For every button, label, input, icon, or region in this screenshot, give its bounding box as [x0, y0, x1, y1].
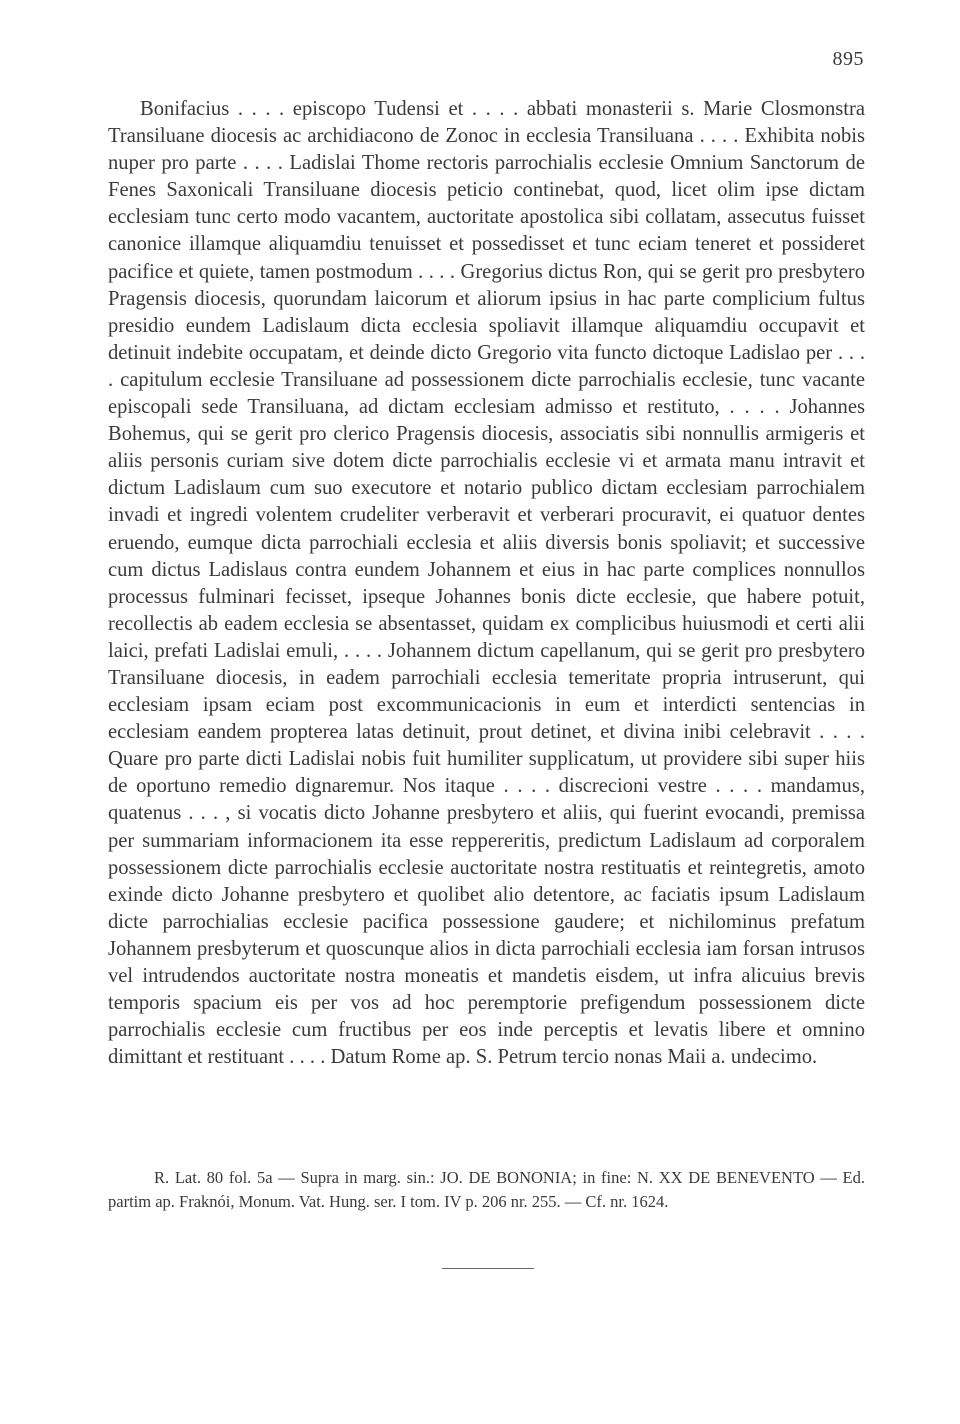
footnote-block — [108, 1166, 865, 1213]
page-number: 895 — [832, 48, 864, 70]
section-divider — [442, 1268, 534, 1269]
main-text-block — [108, 96, 865, 1071]
source-note: R. Lat. 80 fol. 5a — Supra in marg. sin.: JO. DE BONONIA; in fine: N. XX DE BENEVENTO — Ed. partim ap. Fraknói, Monum. Vat. Hung. ser. I tom. IV p. 206 nr. 255. — Cf. nr. 1624. — [108, 1168, 865, 1211]
letter-paragraph: Bonifacius . . . . episcopo Tudensi et . . . . abbati monasterii s. Marie Closmonstra Transiluane diocesis ac archidiacono de Zonoc in ecclesia Transiluana . . . . Exhibita nobis nuper pro parte . . . . Ladislai Thome rectoris parrochialis ecclesie Omnium Sanctorum de Fenes Saxonicali Transiluane diocesis peticio continebat, quod, licet olim ipse dictam ecclesiam tunc certo modo vacantem, auctoritate apostolica sibi collatam, assecutus fuisset canonice illamque aliquamdiu tenuisset et possedisset et tunc eciam teneret et possideret pacifice et quiete, tamen postmodum . . . . Gregorius dictus Ron, qui se gerit pro presbytero Pragensis diocesis, quorundam laicorum et aliorum ipsius in hac parte complicium fultus presidio eundem Ladislaum dicta ecclesia spoliavit illamque aliquamdiu occupavit et detinuit indebite occupatam, et deinde dicto Gregorio vita functo dictoque Ladislao per . . . . capitulum ecclesie Transiluane ad possessionem dicte parrochialis ecclesie, tunc vacante episcopali sede Transiluana, ad dictam ecclesiam admisso et restituto, . . . . Johannes Bohemus, qui se gerit pro clerico Pragensis diocesis, associatis sibi nonnullis armigeris et aliis personis curiam sive dotem dicte parrochialis ecclesie vi et armata manu intravit et dictum Ladislaum cum suo executore et notario publico dictam ecclesiam parrochialem invadi et ingredi volentem crudeliter verberavit et verberari procuravit, ei quatuor dentes eruendo, eumque dicta parrochiali ecclesia et aliis diversis bonis spoliavit; et successive cum dictus Ladislaus contra eundem Johannem et eius in hac parte complices nonnullos processus fulminari fecisset, ipseque Johannes bonis dicte ecclesie, que habere potuit, recollectis ab eadem ecclesia se absentasset, quidam ex complicibus huiusmodi et certi alii laici, prefati Ladislai emuli, . . . . Johannem dictum capellanum, qui se gerit pro presbytero Transiluane diocesis, in eadem parrochiali ecclesia temeritate propria intruserunt, qui ecclesiam ipsam eciam post excommunicacionis in eum et interdicti sentencias in ecclesiam eandem propterea latas detinuit, prout detinet, et divina inibi celebravit . . . . Quare pro parte dicti Ladislai nobis fuit humiliter supplicatum, ut providere sibi super hiis de oportuno remedio dignaremur. Nos itaque . . . . discrecioni vestre . . . . mandamus, quatenus . . . , si vocatis dicto Johanne presbytero et aliis, qui fuerint evocandi, premissa per summariam informacionem ita esse reppereritis, predictum Ladislaum ad corporalem possessionem dicte parrochialis ecclesie auctoritate nostra restituatis et reintegretis, amoto exinde dicto Johanne presbytero et quolibet alio detentore, ac faciatis ipsum Ladislaum dicte parrochialias ecclesie pacifica possessione gaudere; et nichilominus prefatum Johannem presbyterum et quoscunque alios in dicta parrochiali ecclesia iam forsan intrusos vel intrudendos auctoritate nostra moneatis et mandetis eisdem, ut infra alicuius brevis temporis spacium eis per vos ad hoc peremptorie prefigendum possessionem dicte parrochialis ecclesie cum fructibus per eos inde perceptis et levatis libere et omnino dimittant et restituant . . . . Datum Rome ap. S. Petrum tercio nonas Maii a. undecimo. — [108, 98, 865, 1069]
